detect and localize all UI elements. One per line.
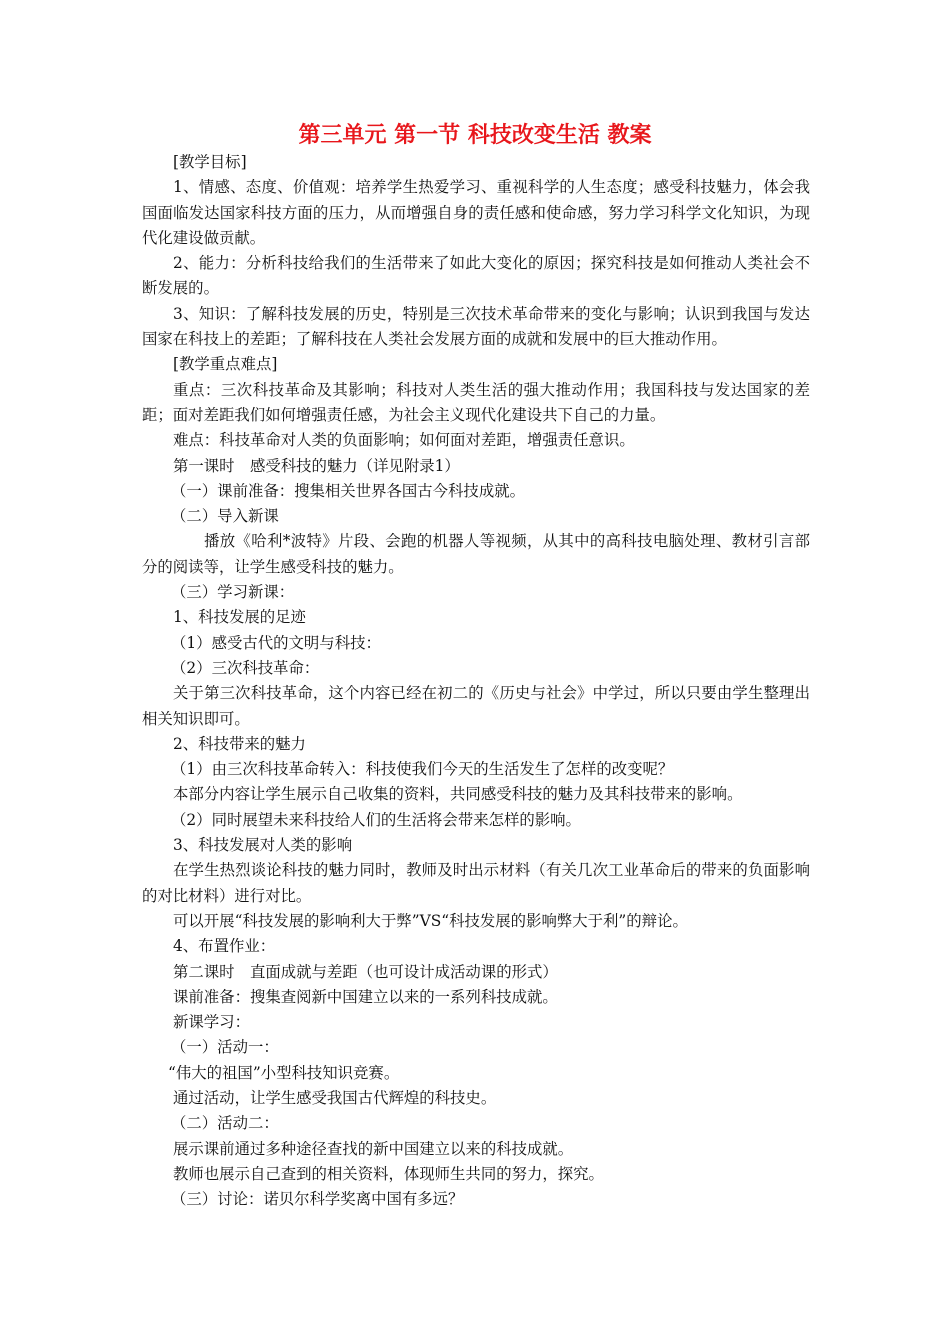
- lesson-item: （一）活动一：: [171, 1038, 279, 1057]
- lesson-paragraph: 通过活动，让学生感受我国古代辉煌的科技史。: [173, 1088, 497, 1107]
- section-heading-objectives: [教学目标]: [173, 153, 247, 171]
- document-body: [142, 150, 810, 1212]
- lesson-paragraph: 在学生热烈谈论科技的魅力同时，教师及时出示材料（有关几次工业革命后的带来的负面影响的对比材料）进行对比。: [142, 861, 810, 905]
- lesson-item: （1）由三次科技革命转入：科技使我们今天的生活发生了怎样的改变呢？: [171, 760, 674, 779]
- lesson-paragraph: 课前准备：搜集查阅新中国建立以来的一系列科技成就。: [173, 987, 558, 1006]
- lesson-subheading: 1、科技发展的足迹: [173, 608, 306, 627]
- lesson-subheading: 2、科技带来的魅力: [173, 734, 306, 753]
- lesson-paragraph: “伟大的祖国”小型科技知识竞赛。: [168, 1063, 400, 1082]
- key-point-paragraph: 重点：三次科技革命及其影响；科技对人类生活的强大推动作用；我国科技与发达国家的差距；面对差距我们如何增强责任感，为社会主义现代化建设共下自己的力量。: [142, 380, 810, 424]
- lesson-paragraph: 展示课前通过多种途径查找的新中国建立以来的科技成就。: [173, 1139, 574, 1158]
- lesson-step: （二）导入新课: [171, 507, 279, 526]
- section-heading-key-points: [教学重点难点]: [173, 355, 278, 374]
- lesson-paragraph: 关于第三次科技革命，这个内容已经在初二的《历史与社会》中学过，所以只要由学生整理出相关知识即可。: [142, 684, 810, 728]
- difficulty-paragraph: 难点：科技革命对人类的负面影响；如何面对差距，增强责任意识。: [173, 431, 635, 450]
- lesson-step: （一）课前准备：搜集相关世界各国古今科技成就。: [171, 481, 525, 500]
- objective-paragraph: 3、知识：了解科技发展的历史，特别是三次技术革命带来的变化与影响；认识到我国与发达国家在科技上的差距；了解科技在人类社会发展方面的成就和发展中的巨大推动作用。: [142, 304, 810, 349]
- lesson-one-heading: 第一课时 感受科技的魅力（详见附录1）: [173, 456, 460, 475]
- lesson-paragraph: 本部分内容让学生展示自己收集的资料，共同感受科技的魅力及其科技带来的影响。: [173, 785, 743, 804]
- lesson-item: （1）感受古代的文明与科技：: [171, 633, 381, 652]
- document-title: 第三单元 第一节 科技改变生活 教案: [298, 123, 652, 148]
- lesson-two-heading: 第二课时 直面成就与差距（也可设计成活动课的形式）: [173, 962, 558, 981]
- lesson-item: （三）讨论：诺贝尔科学奖离中国有多远？: [171, 1190, 464, 1209]
- lesson-subheading: 3、科技发展对人类的影响: [173, 836, 353, 855]
- lesson-item: （2）三次科技革命：: [171, 658, 320, 677]
- objective-paragraph: 1、情感、态度、价值观：培养学生热爱学习、重视科学的人生态度；感受科技魅力，体会我国面临发达国家科技方面的压力，从而增强自身的责任感和使命感，努力学习科学文化知识，为现代化建设做贡献。: [142, 178, 810, 247]
- lesson-step: （三）学习新课：: [171, 583, 295, 602]
- lesson-item: （2）同时展望未来科技给人们的生活将会带来怎样的影响。: [171, 810, 581, 829]
- objective-paragraph: 2、能力：分析科技给我们的生活带来了如此大变化的原因；探究科技是如何推动人类社会不断发展的。: [142, 254, 810, 298]
- lesson-paragraph: 新课学习：: [173, 1013, 250, 1032]
- lesson-item: （二）活动二：: [171, 1114, 279, 1133]
- lesson-paragraph: 教师也展示自己查到的相关资料，体现师生共同的努力，探究。: [173, 1164, 604, 1183]
- lesson-subheading: 4、布置作业：: [173, 937, 276, 956]
- lesson-paragraph: 可以开展“科技发展的影响利大于弊”VS“科技发展的影响弊大于利”的辩论。: [173, 911, 688, 930]
- lesson-paragraph: 播放《哈利*波特》片段、会跑的机器人等视频，从其中的高科技电脑处理、教材引言部分的阅读等，让学生感受科技的魅力。: [142, 532, 810, 576]
